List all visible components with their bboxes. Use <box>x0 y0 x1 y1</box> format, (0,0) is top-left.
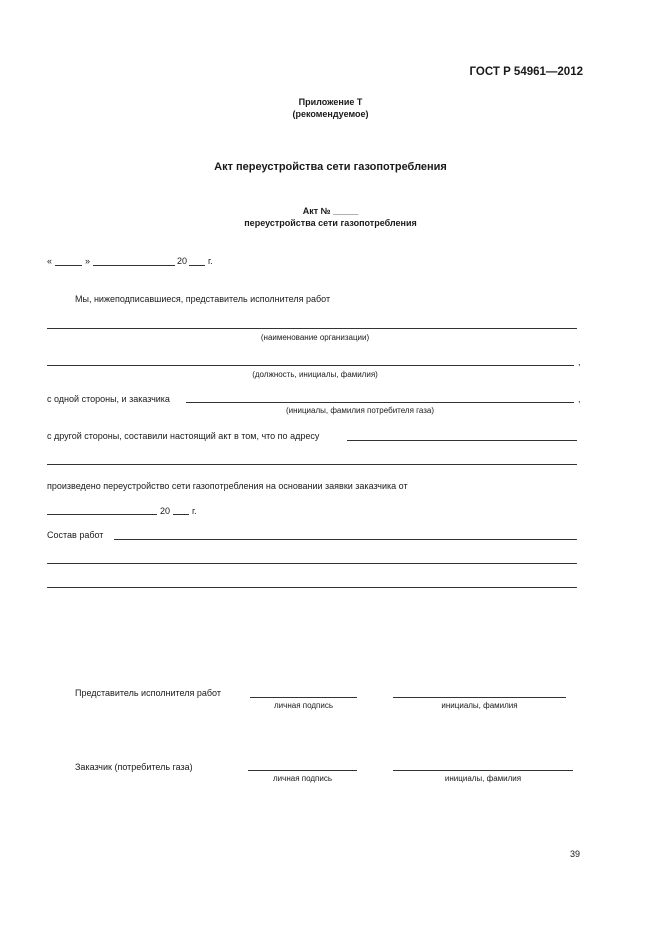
contractor-label: Представитель исполнителя работ <box>75 688 221 698</box>
year-prefix: 20 <box>177 256 188 266</box>
standard-id: ГОСТ Р 54961—2012 <box>469 66 583 78</box>
customer-label: с одной стороны, и заказчика <box>47 394 170 404</box>
contractor-name-caption: инициалы, фамилия <box>441 701 518 710</box>
works-label: Состав работ <box>47 530 104 540</box>
customer-signature-blank <box>248 770 357 771</box>
year-suffix: г. <box>208 256 213 266</box>
customer-name-caption: инициалы, фамилия <box>444 774 522 783</box>
day-blank <box>55 265 82 266</box>
open-quote: « <box>47 256 53 266</box>
org-caption: (наименование организации) <box>260 333 370 342</box>
other-side-text: с другой стороны, составили настоящий акт в том, что по адресу <box>47 431 320 441</box>
comma-2: , <box>578 394 581 404</box>
performed-text: произведено переустройство сети газопотребления на основании заявки заказчика от <box>47 481 408 491</box>
document-title: Акт переустройства сети газопотребления <box>214 161 447 173</box>
month-blank <box>93 265 175 266</box>
customer-signature-caption: личная подпись <box>273 774 332 783</box>
contractor-signature-blank <box>250 697 357 698</box>
appendix-title: Приложение Т <box>298 97 363 107</box>
request-year-prefix: 20 <box>160 506 171 516</box>
request-date-blank <box>47 514 157 515</box>
appendix-status: (рекомендуемое) <box>292 109 369 119</box>
customer-caption: (инициалы, фамилия потребителя газа) <box>285 406 435 415</box>
address-blank-2 <box>47 464 577 465</box>
customer-signature-label: Заказчик (потребитель газа) <box>75 762 193 772</box>
address-blank-1 <box>347 440 577 441</box>
act-subtitle: переустройства сети газопотребления <box>244 218 417 228</box>
customer-name-blank <box>393 770 573 771</box>
request-year-blank <box>173 514 189 515</box>
position-blank <box>47 365 574 366</box>
contractor-name-blank <box>393 697 566 698</box>
works-blank-2 <box>47 563 577 564</box>
year-blank <box>189 265 205 266</box>
act-number: Акт № _____ <box>302 206 359 216</box>
page-number: 39 <box>570 849 581 859</box>
works-blank-1 <box>114 539 577 540</box>
comma-1: , <box>578 357 581 367</box>
close-quote: » <box>85 256 91 266</box>
request-year-suffix: г. <box>192 506 197 516</box>
intro-text: Мы, нижеподписавшиеся, представитель исполнителя работ <box>75 294 331 304</box>
works-blank-3 <box>47 587 577 588</box>
position-caption: (должность, инициалы, фамилия) <box>252 370 378 379</box>
org-blank <box>47 328 577 329</box>
contractor-signature-caption: личная подпись <box>274 701 333 710</box>
customer-blank <box>186 402 574 403</box>
